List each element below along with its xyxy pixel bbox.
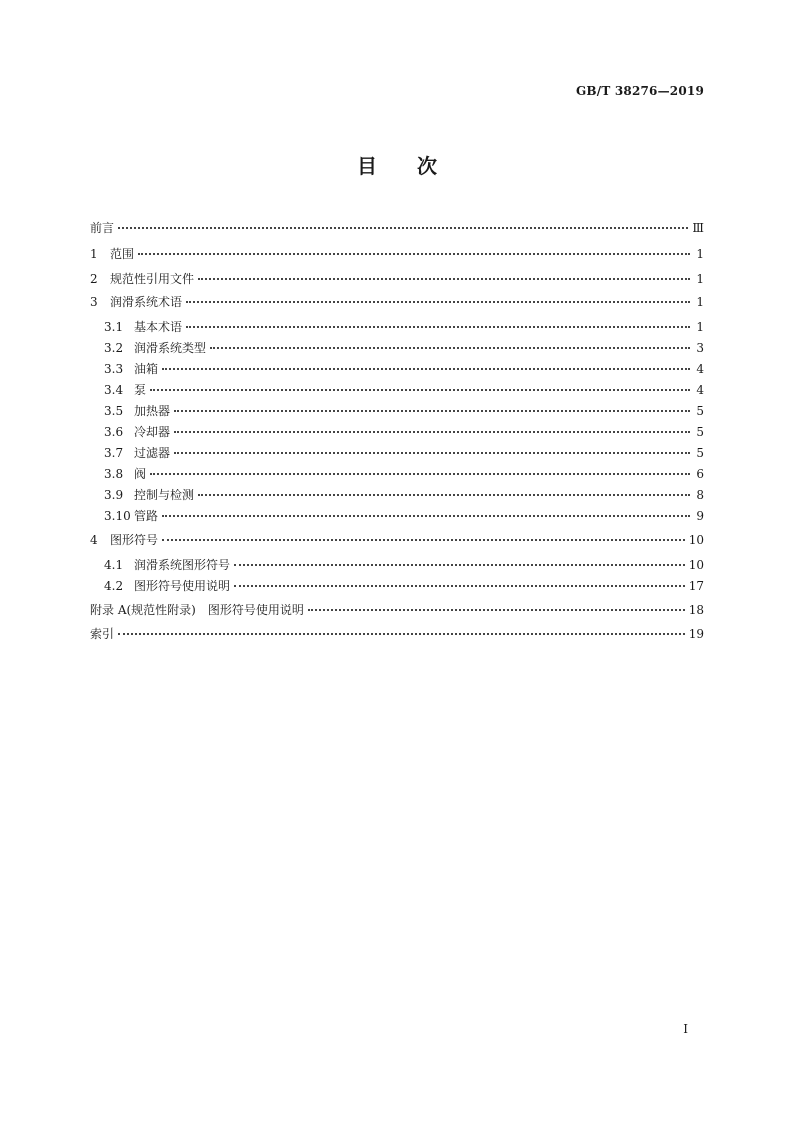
toc-entry-number: 3.3 bbox=[104, 362, 124, 376]
toc-dot-leader bbox=[234, 571, 685, 587]
toc-entry-page: 10 bbox=[688, 533, 704, 547]
toc-entry-label: 图形符号 bbox=[110, 533, 159, 547]
toc-entry-label: 索引 bbox=[90, 627, 115, 641]
toc-entry-label: 加热器 bbox=[134, 404, 171, 418]
toc-entry-page: Ⅲ bbox=[692, 221, 704, 235]
toc-entry[interactable] bbox=[90, 378, 704, 398]
toc-dot-leader bbox=[234, 550, 685, 566]
toc-entry-number: 3.5 bbox=[104, 404, 124, 418]
toc-entry-label: 阀 bbox=[134, 467, 147, 481]
toc-entry-number: 3.10 bbox=[104, 509, 131, 523]
toc-entry-page: 6 bbox=[696, 467, 704, 481]
toc-entry[interactable] bbox=[90, 357, 704, 377]
toc-entry-label: 管路 bbox=[134, 509, 159, 523]
toc-entry[interactable] bbox=[90, 574, 704, 594]
toc-entry[interactable] bbox=[90, 504, 704, 524]
toc-entry[interactable] bbox=[90, 242, 704, 262]
toc-entry[interactable] bbox=[90, 290, 704, 310]
toc-dot-leader bbox=[162, 501, 690, 517]
toc-dot-leader bbox=[118, 619, 685, 635]
toc-entry-label: 附录 A(规范性附录) 图形符号使用说明 bbox=[90, 603, 304, 617]
toc-entry-number: 1 bbox=[90, 247, 98, 261]
toc-entry-number: 3.4 bbox=[104, 383, 124, 397]
toc-entry-label: 泵 bbox=[134, 383, 147, 397]
toc-entry-number: 3.6 bbox=[104, 425, 124, 439]
toc-entry-number: 3.2 bbox=[104, 341, 124, 355]
toc-dot-leader bbox=[162, 354, 690, 370]
toc-entry-number: 4 bbox=[90, 533, 98, 547]
page-folio: I bbox=[683, 1022, 688, 1036]
toc-dot-leader bbox=[174, 417, 690, 433]
toc-entry-number: 3.7 bbox=[104, 446, 124, 460]
toc-entry[interactable] bbox=[90, 315, 704, 335]
toc-entry[interactable] bbox=[90, 336, 704, 356]
toc-entry-page: 5 bbox=[696, 446, 704, 460]
toc-entry[interactable] bbox=[90, 528, 704, 548]
toc-dot-leader bbox=[198, 264, 690, 280]
toc-entry-label: 前言 bbox=[90, 221, 115, 235]
toc-entry[interactable] bbox=[90, 462, 704, 482]
toc-entry[interactable] bbox=[90, 553, 704, 573]
toc-dot-leader bbox=[174, 438, 690, 454]
toc-entry-label: 基本术语 bbox=[134, 320, 183, 334]
toc-entry-page: 1 bbox=[696, 295, 704, 309]
toc-entry-page: 19 bbox=[688, 627, 704, 641]
toc-dot-leader bbox=[198, 480, 690, 496]
toc-entry-label: 控制与检测 bbox=[134, 488, 195, 502]
toc-dot-leader bbox=[138, 239, 690, 255]
toc-entry-page: 5 bbox=[696, 404, 704, 418]
toc-entry-page: 10 bbox=[688, 558, 704, 572]
toc-entry-number: 4.1 bbox=[104, 558, 124, 572]
toc-dot-leader bbox=[308, 595, 685, 611]
toc-dot-leader bbox=[174, 396, 690, 412]
toc-entry-number: 3.9 bbox=[104, 488, 124, 502]
toc-entry-label: 润滑系统类型 bbox=[134, 341, 207, 355]
toc-entry-label: 范围 bbox=[110, 247, 135, 261]
toc-entry-label: 图形符号使用说明 bbox=[134, 579, 231, 593]
toc-entry-page: 18 bbox=[688, 603, 704, 617]
toc-entry[interactable] bbox=[90, 441, 704, 461]
toc-dot-leader bbox=[118, 213, 688, 229]
toc-dot-leader bbox=[186, 312, 690, 328]
toc-dot-leader bbox=[150, 459, 690, 475]
toc-entry[interactable] bbox=[90, 598, 704, 618]
toc-entry[interactable] bbox=[90, 622, 704, 642]
toc-entry[interactable] bbox=[90, 216, 704, 236]
toc-entry-label: 冷却器 bbox=[134, 425, 171, 439]
toc-entry-number: 4.2 bbox=[104, 579, 124, 593]
toc-entry-number: 3 bbox=[90, 295, 98, 309]
toc-entry-label: 油箱 bbox=[134, 362, 159, 376]
toc-dot-leader bbox=[162, 525, 685, 541]
standard-code: GB/T 38276—2019 bbox=[575, 84, 704, 98]
toc-entry[interactable] bbox=[90, 267, 704, 287]
toc-entry-page: 8 bbox=[696, 488, 704, 502]
toc-entry-label: 规范性引用文件 bbox=[110, 272, 195, 286]
toc-entry-number: 3.8 bbox=[104, 467, 124, 481]
toc-entry-page: 9 bbox=[696, 509, 704, 523]
toc-entry-page: 4 bbox=[696, 362, 704, 376]
toc-entry[interactable] bbox=[90, 420, 704, 440]
toc-entry-label: 润滑系统术语 bbox=[110, 295, 183, 309]
toc-entry-number: 2 bbox=[90, 272, 98, 286]
toc-entry[interactable] bbox=[90, 399, 704, 419]
toc-entry-page: 1 bbox=[696, 320, 704, 334]
toc-dot-leader bbox=[150, 375, 690, 391]
toc-title: 目 次 bbox=[357, 154, 437, 178]
toc-entry-page: 17 bbox=[688, 579, 704, 593]
toc-dot-leader bbox=[186, 287, 690, 303]
toc-entry-number: 3.1 bbox=[104, 320, 124, 334]
toc-entry-page: 1 bbox=[696, 272, 704, 286]
toc-entry-page: 4 bbox=[696, 383, 704, 397]
toc-entry-page: 3 bbox=[696, 341, 704, 355]
toc-entry-page: 1 bbox=[696, 247, 704, 261]
toc-dot-leader bbox=[210, 333, 690, 349]
toc-entry-page: 5 bbox=[696, 425, 704, 439]
toc-entry-label: 润滑系统图形符号 bbox=[134, 558, 231, 572]
toc-entry[interactable] bbox=[90, 483, 704, 503]
toc-entry-label: 过滤器 bbox=[134, 446, 171, 460]
